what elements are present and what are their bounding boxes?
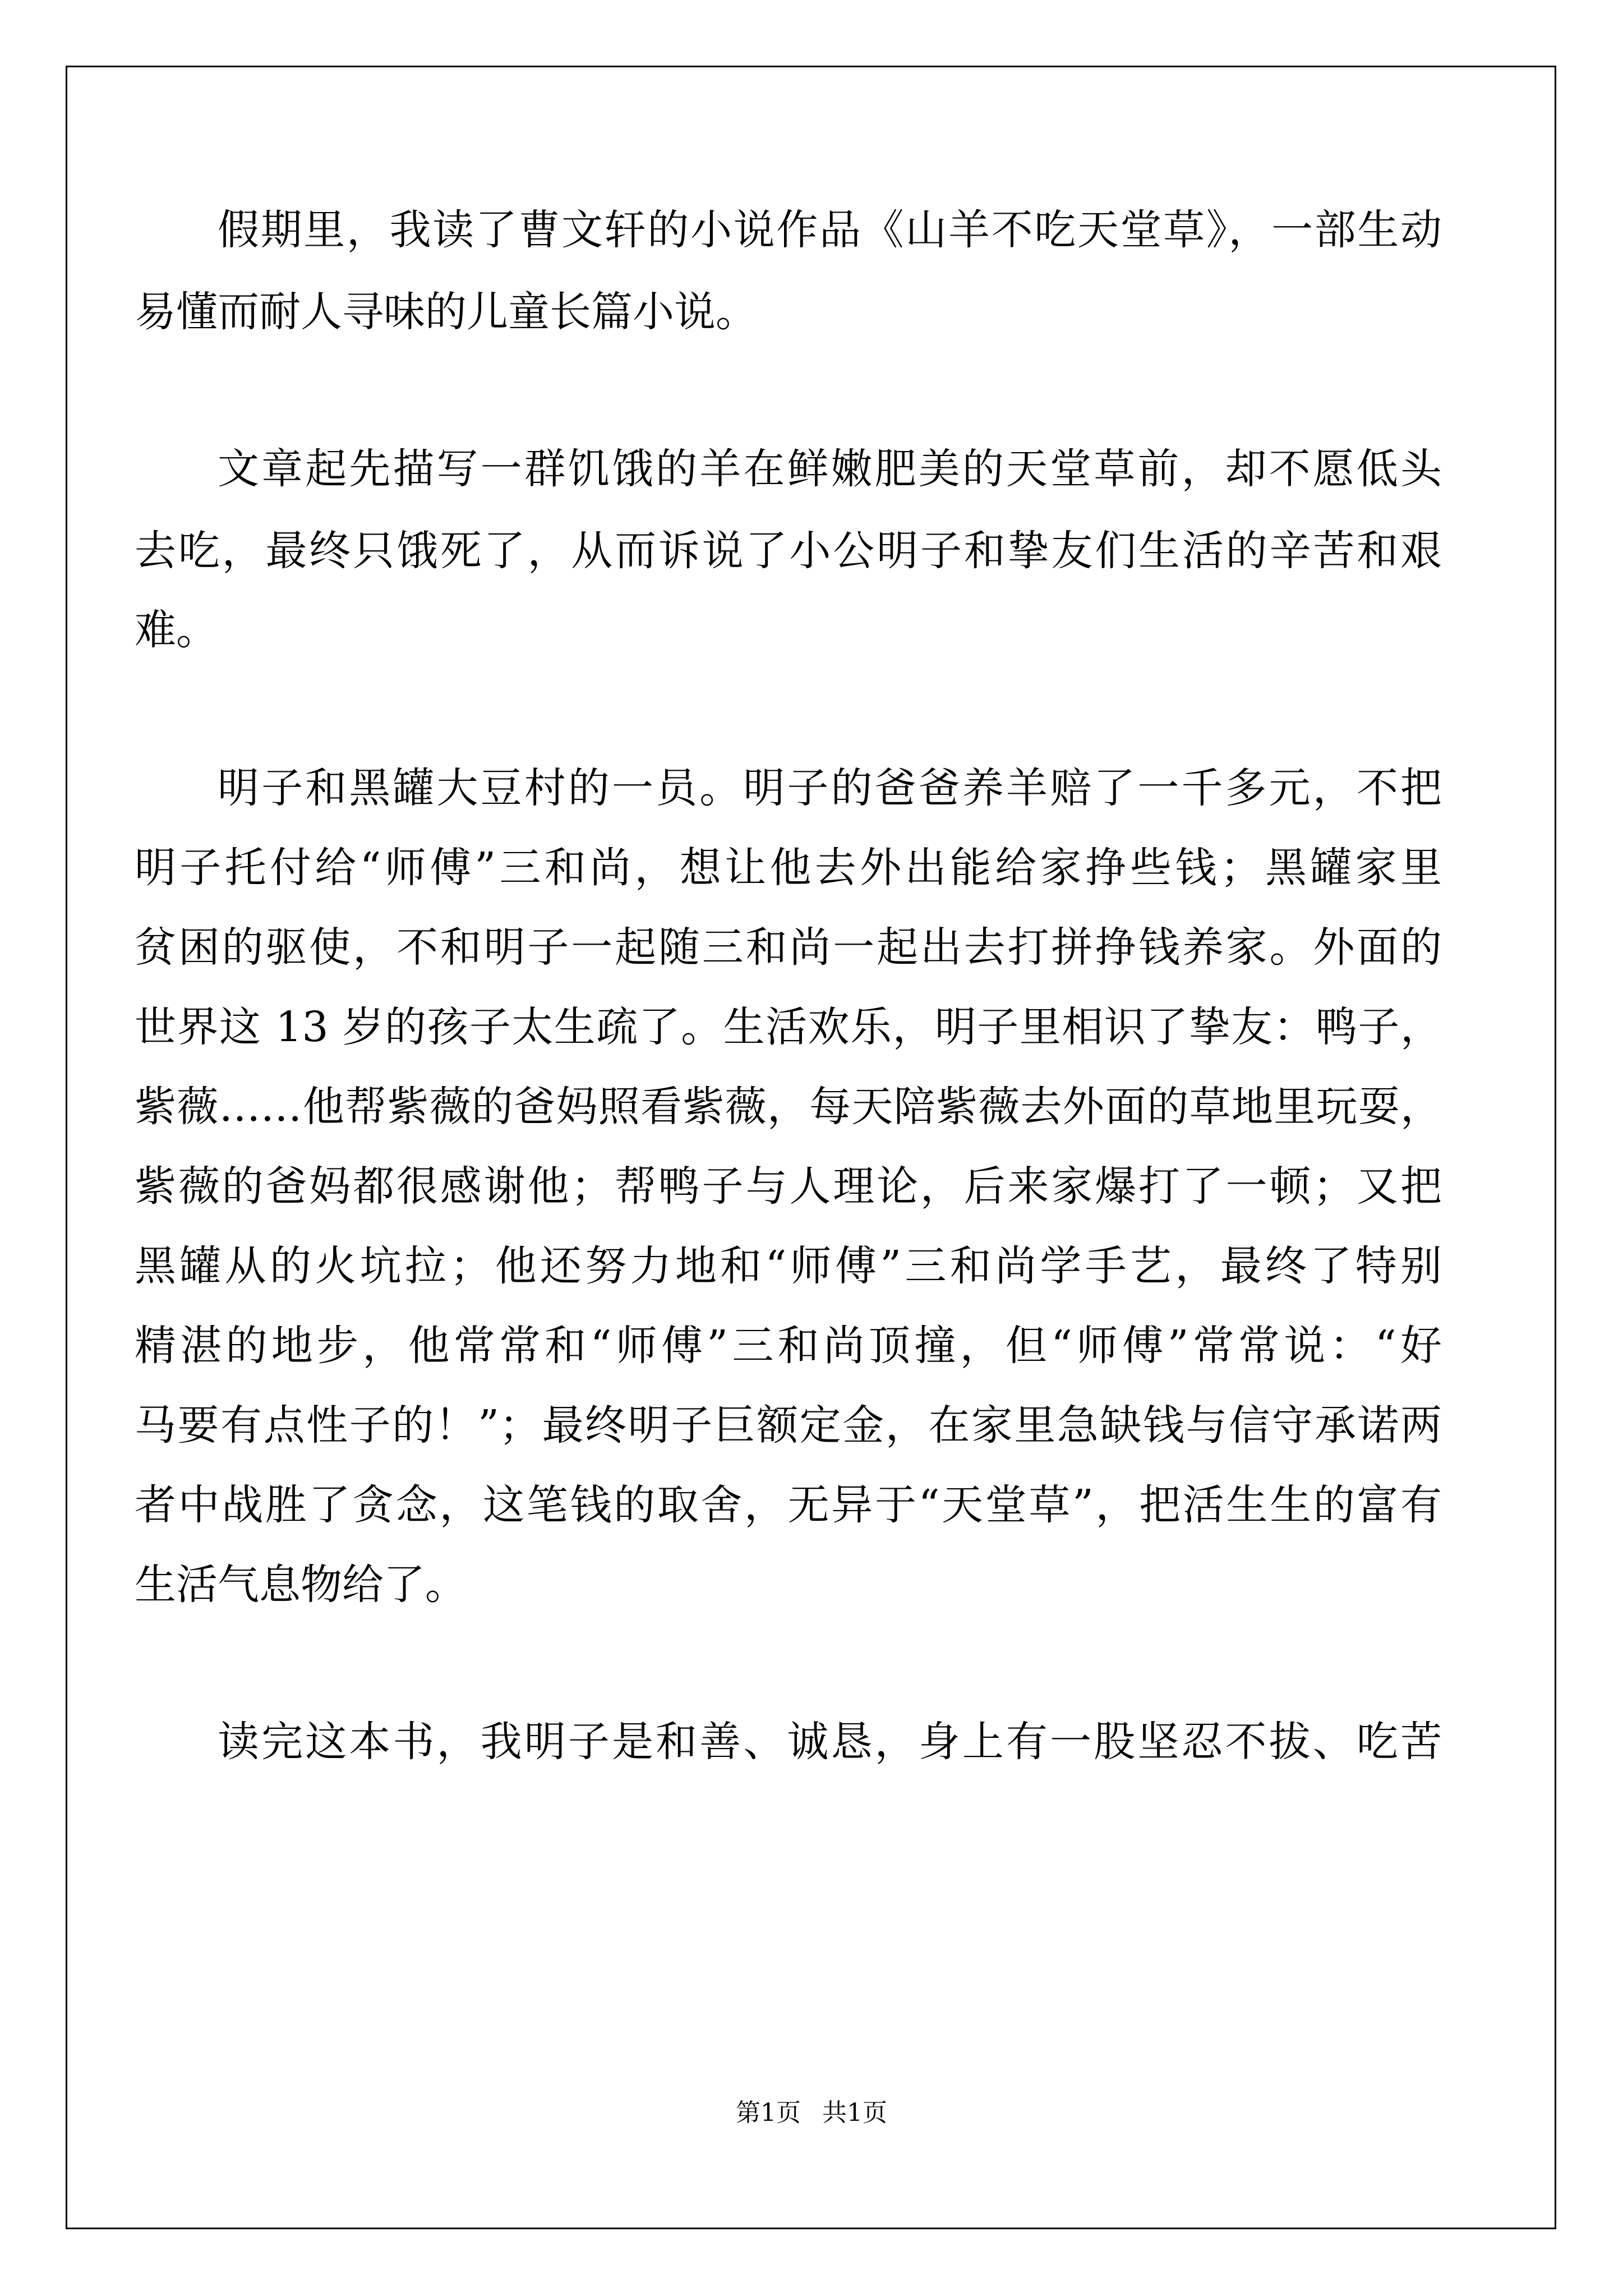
paragraph-1-line-1: 假期里，我读了曹文轩的小说作品《山羊不吃天堂草》，一部生动 [218, 206, 1442, 254]
paragraph-3-line-4: 世界这 13 岁的孩子太生疏了。生活欢乐，明子里相识了挚友：鸭子， [135, 1003, 1442, 1051]
paragraph-3-line-6: 紫薇的爸妈都很感谢他；帮鸭子与人理论，后来家爆打了一顿；又把 [135, 1162, 1442, 1211]
paragraph-2-line-2: 去吃，最终只饿死了，从而诉说了小公明子和挚友们生活的辛苦和艰 [135, 527, 1442, 575]
paragraph-2-line-3: 难。 [135, 606, 218, 654]
paragraph-3-line-1: 明子和黑罐大豆村的一员。明子的爸爸养羊赔了一千多元，不把 [218, 764, 1442, 812]
paragraph-3-line-11: 生活气息物给了。 [135, 1561, 467, 1609]
paragraph-3-line-10: 者中战胜了贪念，这笔钱的取舍，无异于“天堂草”，把活生生的富有 [135, 1481, 1442, 1529]
page-total: 共1页 [822, 2099, 887, 2127]
paragraph-1-line-2: 易懂而耐人寻味的儿童长篇小说。 [135, 288, 757, 336]
paragraph-3-line-9: 马要有点性子的！”；最终明子巨额定金，在家里急缺钱与信守承诺两 [135, 1401, 1442, 1450]
paragraph-4-line-1: 读完这本书，我明子是和善、诚恳，身上有一股坚忍不拔、吃苦 [218, 1718, 1442, 1766]
page-footer [0, 2092, 1623, 2128]
paragraph-3-line-8: 精湛的地步，他常常和“师傅”三和尚顶撞，但“师傅”常常说：“好 [135, 1322, 1442, 1370]
paragraph-3-line-3: 贫困的驱使，不和明子一起随三和尚一起出去打拼挣钱养家。外面的 [135, 923, 1442, 972]
paragraph-3-line-5: 紫薇……他帮紫薇的爸妈照看紫薇，每天陪紫薇去外面的草地里玩耍， [135, 1083, 1442, 1131]
paragraph-2-line-1: 文章起先描写一群饥饿的羊在鲜嫩肥美的天堂草前，却不愿低头 [218, 445, 1442, 493]
page-number: 第1页 [736, 2099, 801, 2127]
page-border [66, 66, 1556, 2229]
paragraph-3-line-7: 黑罐从的火坑拉；他还努力地和“师傅”三和尚学手艺，最终了特别 [135, 1242, 1442, 1290]
paragraph-3-line-2: 明子托付给“师傅”三和尚，想让他去外出能给家挣些钱；黑罐家里 [135, 844, 1442, 892]
